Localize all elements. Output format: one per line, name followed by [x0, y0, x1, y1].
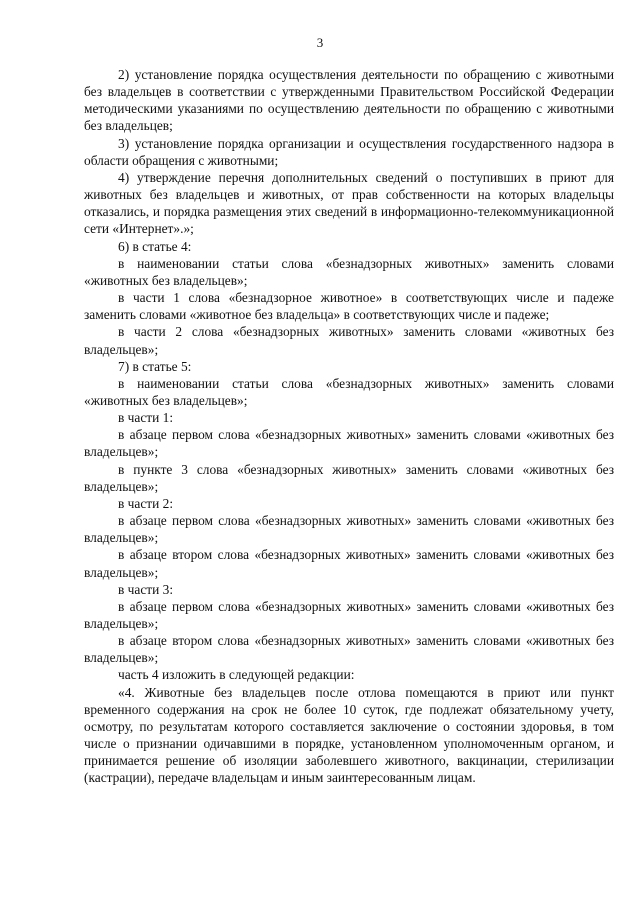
paragraph-part-1-first: в абзаце первом слова «безнадзорных животных» заменить словами «животных без владельцев»;: [84, 427, 614, 460]
paragraph-part-1-heading: в части 1:: [118, 410, 174, 426]
paragraph-article-5-heading: 7) в статье 5:: [118, 358, 192, 374]
paragraph-article-4-title: в наименовании статьи слова «безнадзорных животных» заменить словами «животных без владельцев»;: [84, 255, 614, 288]
paragraph-item-2: 2) установление порядка осуществления деятельности по обращению с животными без владельцев в соответствии с утвержденными Правительством Российской Федерации методическими указаниями по осуществлению деятельности по обращению с животными без владельцев;: [84, 67, 614, 134]
page-number: 3: [316, 35, 324, 50]
paragraph-part-3-heading: в части 3:: [118, 581, 174, 597]
paragraph-part-2-first: в абзаце первом слова «безнадзорных животных» заменить словами «животных без владельцев»;: [84, 513, 614, 546]
paragraph-part-2-second: в абзаце втором слова «безнадзорных животных» заменить словами «животных без владельцев»;: [84, 547, 614, 580]
paragraph-article-4-part-2: в части 2 слова «безнадзорных животных» заменить словами «животных без владельцев»;: [84, 324, 614, 357]
paragraph-part-3-first: в абзаце первом слова «безнадзорных животных» заменить словами «животных без владельцев»;: [84, 598, 614, 631]
paragraph-part-2-heading: в части 2:: [118, 495, 174, 511]
paragraph-item-3: 3) установление порядка организации и осуществления государственного надзора в области обращения с животными;: [84, 135, 614, 168]
document-body: [84, 66, 614, 787]
paragraph-item-4: 4) утверждение перечня дополнительных сведений о поступивших в приют для животных без владельцев и животных, от прав собственности на которых владельцы отказались, и порядка размещения этих сведений в информационно-телекоммуникационной сети «Интернет».»;: [84, 169, 614, 237]
paragraph-part-4-intro: часть 4 изложить в следующей редакции:: [118, 667, 355, 683]
paragraph-article-4-heading: 6) в статье 4:: [118, 238, 192, 254]
paragraph-article-4-part-1: в части 1 слова «безнадзорное животное» в соответствующих числе и падеже заменить словами «животное без владельца» в соответствующих числе и падеже;: [84, 290, 614, 323]
paragraph-part-4-text: «4. Животные без владельцев после отлова помещаются в приют или пункт временного содержания на срок не более 10 суток, где подлежат обязательному учету, осмотру, по результатам которого составляется заключение о состоянии здоровья, в том числе о признании одичавшими в порядке, установленном уполномоченным органом, и принимается решение об изоляции заболевшего животного, вакцинации, стерилизации (кастрации), передаче владельцам и иным заинтересованным лицам.: [84, 684, 614, 786]
paragraph-part-3-second: в абзаце втором слова «безнадзорных животных» заменить словами «животных без владельцев»;: [84, 633, 614, 666]
paragraph-article-5-title: в наименовании статьи слова «безнадзорных животных» заменить словами «животных без владельцев»;: [84, 375, 614, 408]
paragraph-part-1-item-3: в пункте 3 слова «безнадзорных животных» заменить словами «животных без владельцев»;: [84, 461, 614, 494]
